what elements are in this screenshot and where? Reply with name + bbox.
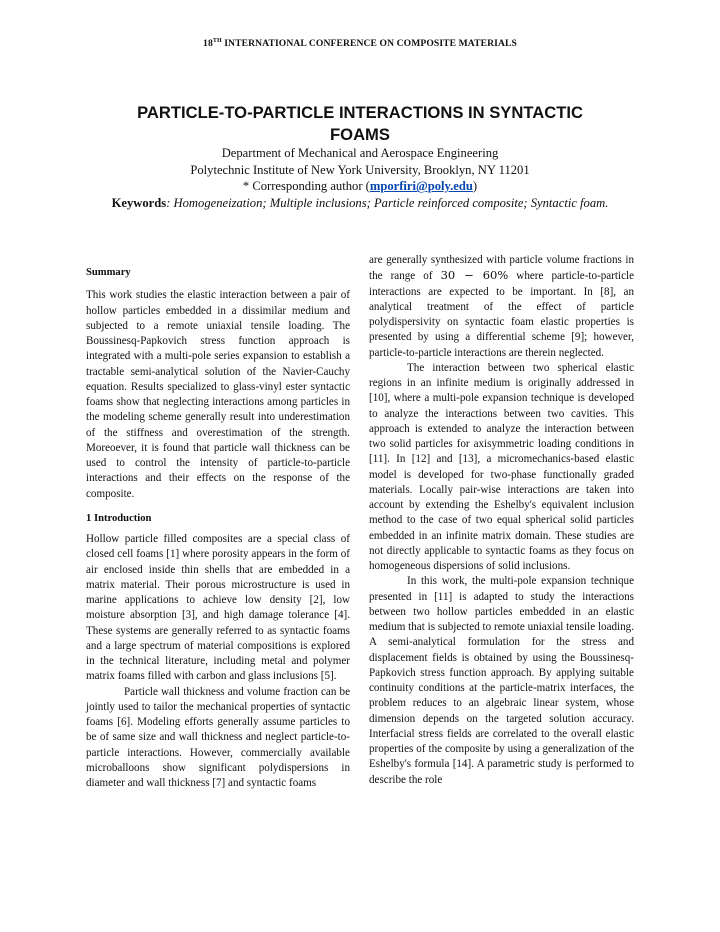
right-paragraph-2: The interaction between two spherical elastic regions in an infinite medium is originally addressed in [10], where a multi-pole expansion technique is developed to analyze the interactions between two cavities. This approach is extended to analyze the interaction between two solid particles for axisymmetric loading conditions in [11]. In [12] and [13], a micromechanics-based elastic model is developed for two-phase functionally graded materials. Locally pair-wise interactions are taken into account by extending the Eshelby's equivalent inclusion method to the case of two equal spherical solid particles embedded in an infinite matrix domain. These studies are not directly applicable to syntactic foams as they focus on homogeneous dispersions of solid inclusions. xyxy=(369,361,634,572)
conference-number: 18 xyxy=(203,38,213,50)
summary-text: This work studies the elastic interaction between a pair of hollow particles embedded in a dissimilar medium and subjected to a remote uniaxial tensile loading. The Boussinesq-Papkovich stress function approach is integrated with a multi-pole series expansion to establish a tractable semi-analytical solution of the Navier-Cauchy equation. Results specialized to glass-vinyl ester syntactic foams show that neglecting interactions among particles in the modeling scheme generally result into underestimation of the stiffness and overestimation of the strength. Moreoever, it is found that particle wall thickness can be used to control the intensity of particle-to-particle interactions and their effects on the response of the composite. xyxy=(86,289,350,500)
introduction-heading: 1 Introduction xyxy=(86,512,152,524)
intro-paragraph-1: Hollow particle filled composites are a special class of closed cell foams [1] where porosity appears in the form of air enclosed inside thin shells that are embedded in a matrix material. Their porous microstructure is used in marine applications to achieve low density [2], low moisture absorption [3], and high damage tolerance [4]. These systems are generally referred to as syntactic foams and a large spectrum of material compositions is explored in the technical literature, including metal and polymer matrix foams filled with carbon and glass inclusions [5]. xyxy=(86,533,350,683)
keywords xyxy=(60,195,660,212)
conference-ordinal-suffix: TH xyxy=(212,38,222,44)
department: Department of Mechanical and Aerospace Engineering xyxy=(221,146,499,160)
volume-fraction-range: 30 − 60% xyxy=(440,268,509,283)
conference-name: INTERNATIONAL CONFERENCE ON COMPOSITE MATERIALS xyxy=(221,38,517,50)
keywords-label: Keywords xyxy=(111,195,167,210)
right-paragraph-1-start: are generally synthesized with particle volume fractions in the range of xyxy=(369,254,634,283)
right-column xyxy=(369,253,634,788)
right-paragraph-1-end: where particle-to-particle interactions are expected to be important. In [8], an analytical treatment of the effect of particle polydispersivity on syntactic foam elastic properties is presented by using a differential scheme [9]; however, particle-to-particle interactions are therein neglected. xyxy=(369,270,634,359)
intro-paragraph-2: Particle wall thickness and volume fraction can be jointly used to tailor the mechanical properties of syntactic foams [6]. Modeling efforts generally assume particles to be of same size and wall thickness and neglect particle-to-particle interactions. However, commercially available microballoons show significant polydispersions in diameter and wall thickness [7] and syntactic foams xyxy=(86,685,350,789)
summary-heading: Summary xyxy=(86,267,131,278)
institution: Polytechnic Institute of New York University, Brooklyn, NY 11201 xyxy=(190,162,530,177)
conference-header xyxy=(0,38,720,49)
left-column xyxy=(86,265,350,791)
keywords-text: Homogeneization; Multiple inclusions; Particle reinforced composite; Syntactic foam. xyxy=(173,195,609,210)
right-paragraph-1 xyxy=(369,253,634,361)
right-paragraph-3: In this work, the multi-pole expansion technique presented in [11] is adapted to study the interactions between two hollow particles embedded in an elastic medium that is subjected to remote uniaxial tensile loading. A semi-analytical formulation for the stress and displacement fields is obtained by using the Boussinesq-Papkovich stress function approach. By applying suitable continuity conditions at the particle-matrix interfaces, the problem reduces to an algebraic linear system, whose dimension depends on the targeted solution accuracy. Interfacial stress fields are correlated to the overall elastic properties of the composite by using a generalization of the Eshelby's formula [14]. A parametric study is performed to describe the role xyxy=(369,575,634,786)
corresponding-suffix: ) xyxy=(472,179,478,194)
paper-title: PARTICLE-TO-PARTICLE INTERACTIONS IN SYNTACTIC FOAMS xyxy=(137,103,583,144)
email-link[interactable]: mporfiri@poly.edu xyxy=(369,179,473,194)
affiliation-block xyxy=(60,145,660,211)
corresponding-prefix: * Corresponding author ( xyxy=(242,179,370,194)
corresponding-author xyxy=(60,178,660,195)
keywords-colon: : xyxy=(166,195,174,210)
